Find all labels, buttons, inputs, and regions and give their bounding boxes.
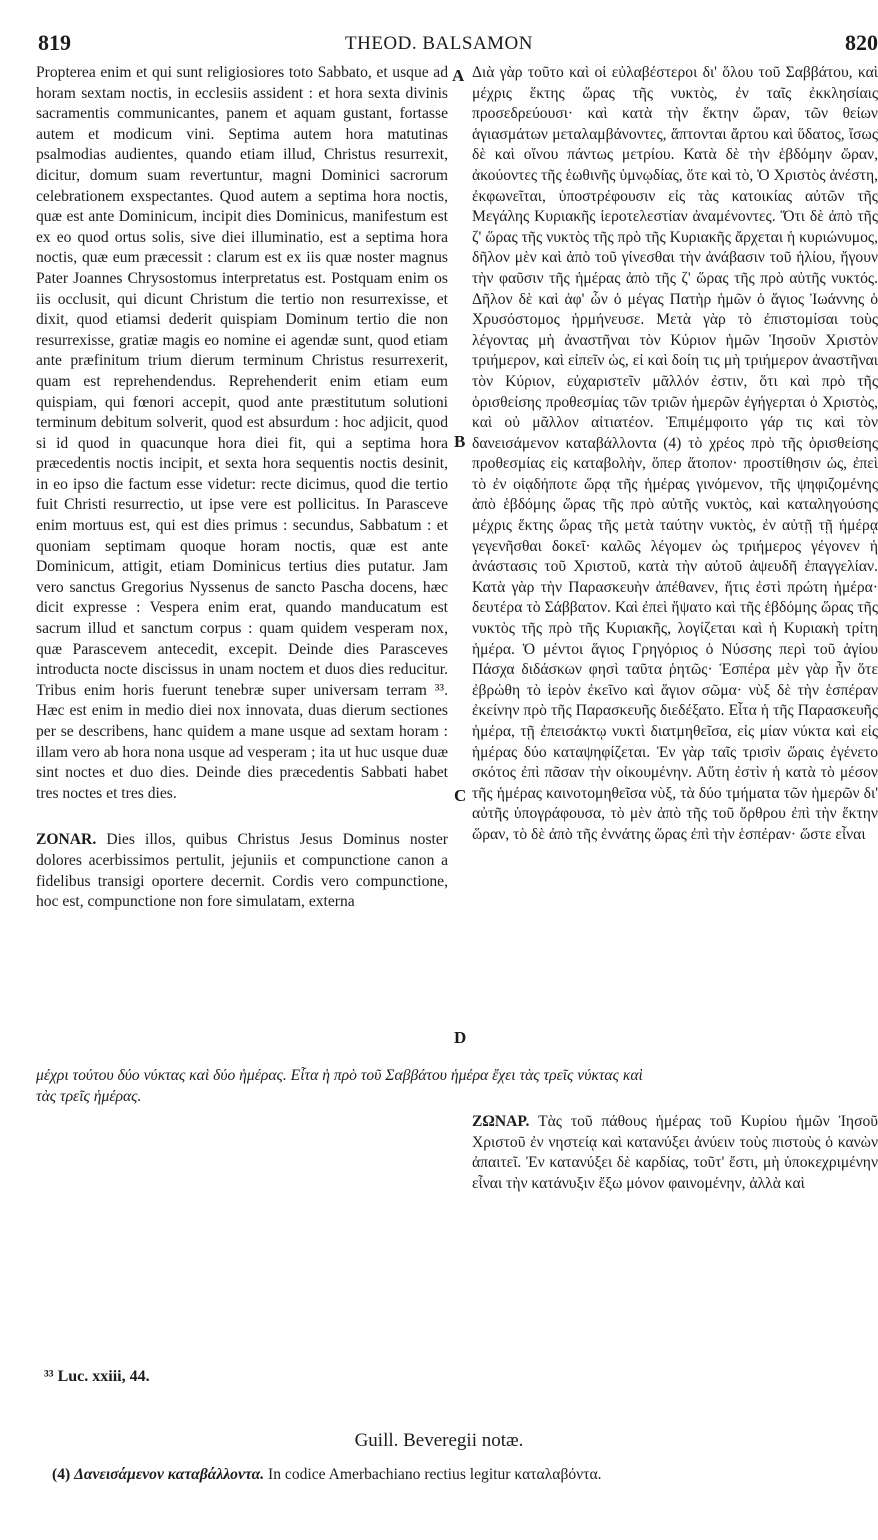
page-header [0, 30, 878, 60]
spanning-line-1: μέχρι τούτου δύο νύκτας καὶ δύο ἡμέρας. Εἶτα ἡ πρὸ τοῦ Σαββάτου ἡμέρα ἔχει τὰς τρεῖς νύκτας καὶ [36, 1067, 643, 1084]
note-number: (4) [52, 1466, 71, 1483]
margin-marker-a: A [452, 66, 465, 85]
notes-title: Guill. Beveregii notæ. [354, 1430, 524, 1451]
note-lemma: Δανεισάμενον καταβάλλοντα. [74, 1466, 265, 1483]
spanning-line-2: τὰς τρεῖς ἡμέρας. [36, 1087, 142, 1105]
greek-paragraph-1: Διὰ γὰρ τοῦτο καὶ οἱ εὐλαβέστεροι δι' ὅλου τοῦ Σαββάτου, καὶ μέχρις ἕκτης ὥρας τῆς νυκτὸς, ἐν ταῖς ἐκκλησίαις προσεδρεύουσι· καὶ κατὰ τὴν ἕκτην ὥραν, τῶν θείων ἁγιασμάτων μεταλαμβάνοντες, ἅπτονται ἄρτου καὶ ὕδατος, ἴσως δὲ καὶ οἴνου πάντως μετρίου. Κατὰ δὲ τὴν ἑβδόμην ὥραν, ἀκούοντες τῆς ἑωθινῆς ὑμνῳδίας, ὅτε καὶ τὸ, Ὁ Χριστὸς ἀνέστη, ἐκφωνεῖται, ὑποστρέφουσιν εἰς τὰς κατοικίας αὐτῶν τῆς Μεγάλης Κυριακῆς ἱεροτελεστίαν ἀναμένοντες. Ὅτι δὲ ἀπὸ τῆς ζ' ὥρας τῆς νυκτὸς τῆς πρὸ τῆς Κυριακῆς ἄρχεται ἡ κυριώνυμος, δῆλον μὲν καὶ ἀπὸ τοῦ γίνεσθαι τὴν ἀνάβασιν τοῦ ἡλίου, ἤγουν τὴν φαῦσιν τῆς ἡμέρας ἀπὸ τῆς ζ' ὥρας τῆς πρὸ αὐτῆς νυκτός. Δῆλον δὲ καὶ ἀφ' ὧν ὁ μέγας Πατὴρ ἡμῶν ὁ ἅγιος Ἰωάννης ὁ Χρυσόστομος ἡρμήνευσε. Μετὰ γὰρ τὸ ἐπιστομίσαι τοὺς λέγοντας μὴ ἀναστῆναι τὸν Κύριον ἡμῶν Ἰησοῦν Χριστὸν τριήμερον, καὶ εἰπεῖν ὡς, εἰ καὶ δοίη τις μὴ τριήμερον ἀναστῆναι τὸν Κύριον, εὐχαριστεῖν μᾶλλόν ἐστιν, ὅτι καὶ πρὸ τῆς ὁρισθείσης προθεσμίας τῶν τριῶν ἡμερῶν ἐγήγερται ὁ Χριστὸς, καὶ οὐ μᾶλλον αἰτιατέον. Ἐπιμέμφοιτο γάρ τις καὶ τὸν δανεισάμενον καταβάλλοντα (4) τὸ χρέος πρὸ τῆς ὁρισθείσης προθεσμίας εἰς καταβολὴν, ὅπερ ἄτοπον· προστίθησιν ὡς, ἐπεὶ τὸ ἐν οἱᾳδήποτε ὥρᾳ τῆς ἡμέρας γινόμενον, τῆς ψηφιζομένης ἀπὸ ἑβδόμης ὥρας τῆς πρὸ αὐτῆς νυκτὸς, καὶ καταληγούσης μέχρις ἕκτης ὥρας τῆς μετὰ ταύτην νυκτὸς, ἐν αὐτῇ τῇ ἡμέρᾳ γεγενῆσθαι δοκεῖ· καλῶς λέγομεν ὡς τριήμερος γέγονεν ἡ ἀνάστασις τοῦ Χριστοῦ, κατὰ τὴν αὐτοῦ ἀψευδῆ ἐπαγγελίαν. Κατὰ γὰρ τὴν Παρασκευὴν ἀπέθανεν, ἥτις ἐστὶ πρώτη ἡμέρα· δευτέρα τὸ Σάββατον. Καὶ ἐπεὶ ἥψατο καὶ τῆς ἑβδόμης ὥρας τῆς νυκτὸς τῆς πρὸ τῆς Κυριακῆς, λογίζεται καὶ ἡ Κυριακὴ τρίτη ἡμέρα. Ὁ μέντοι ἅγιος Γρηγόριος ὁ Νύσσης περὶ τοῦ ἁγίου Πάσχα διδάσκων φησὶ ταῦτα ῥητῶς· Ἑσπέρα μὲν γὰρ ἦν ὅτε ἐβρώθη τὸ ἱερὸν ἐκεῖνο καὶ ἅγιον σῶμα· νὺξ δὲ τὴν ἑσπέραν ἐκείνην πρὸ τῆς Παρασκευῆς διεδέξατο. Εἶτα ἡ τῆς Παρασκευῆς ἡμέρα, τῇ ἐπεισάκτῳ νυκτὶ διατμηθεῖσα, εἰς μίαν νύκτα καὶ εἰς ἡμέρας δύο καταψηφίζεται. Ἐν γὰρ ταῖς τρισὶν ὥραις ἐγένετο σκότος ἐπὶ πᾶσαν τὴν οἰκουμένην. Αὕτη ἐστὶν ἡ κατὰ τὸ μέσον τῆς ἡμέρας καινοτομηθεῖσα νὺξ, τὰ δύο τμήματα τῶν ἡμερῶν δι' αὐτῆς ὑπογράφουσα, τὸ μὲν ἀπὸ τῆς τοῦ ὄρθρου ἐπὶ τὴν ἕκτην ὥραν, τὸ δὲ ἀπὸ τῆς ἐννάτης ὥρας ἐπὶ τὴν ἑσπέραν· ὥστε εἶναι [472, 64, 878, 843]
footnote: ³³ Luc. xxiii, 44. [44, 1368, 150, 1385]
margin-marker-d: D [454, 1028, 467, 1047]
latin-column [36, 63, 448, 913]
margin-marker-b: B [454, 432, 466, 451]
greek-zonaras-text: Τὰς τοῦ πάθους ἡμέρας τοῦ Κυρίου ἡμῶν Ἰησοῦ Χριστοῦ ἐν νηστείᾳ καὶ κατανύξει ἀνύειν τοὺς πιστοὺς ὁ κανὼν ἀπαιτεῖ. Ἐν κατανύξει δὲ καρδίας, τοῦτ' ἔστι, μὴ ὑποκεχριμένην εἶναι τὴν κατάνυξιν ἔξω μόνον φαινομένην, ἀλλὰ καὶ [472, 1113, 878, 1192]
greek-column [472, 63, 878, 846]
page-number-left: 819 [38, 30, 71, 55]
greek-paragraph-zonaras [472, 1112, 878, 1194]
latin-zonaras-text: Dies illos, quibus Christus Jesus Dominus noster dolores acerbissimos pertulit, jejuniis et compunctione canon a fidelibus transigi oportere decernit. Cordis vero compunctione, hoc est, compunctione non fore simulatam, externa [36, 831, 448, 911]
latin-zonaras-label: ZONAR. [36, 831, 97, 849]
greek-zonaras-label: ΖΩΝΑΡ. [472, 1113, 530, 1130]
page-number-right: 820 [845, 30, 878, 55]
note-4 [52, 1466, 872, 1484]
greek-zonaras-column [472, 1112, 878, 1194]
spanning-greek-lines [36, 1066, 878, 1107]
margin-marker-c: C [454, 786, 467, 805]
latin-paragraph-zonaras [36, 830, 448, 912]
note-body: In codice Amerbachiano rectius legitur καταλαβόντα. [268, 1466, 602, 1483]
latin-paragraph-1: Propterea enim et qui sunt religiosiores toto Sabbato, et usque ad horam sextam noctis, in ecclesiis assident : et hora sexta divinis sacramentis communicantes, panem et aquam gustant, fortasse autem et modicum vini. Septima autem hora matutinas psalmodias audientes, quando etiam illud, Christus resurrexit, dicitur, domum suam revertuntur, magni Dominici sacrorum celebrationem exspectantes. Quod autem a septima hora noctis, quæ est ante Dominicum, incipit dies Dominicus, manifestum est ex eo quod ortus solis, sive diei illuminatio, est a septima hora noctis, quæ eum præcessit : clarum est ex iis quæ noster magnus Pater Joannes Chrysostomus interpretatus est. Postquam enim os iis occlusit, qui dicunt Christum die tertio non resurrexisse, et dixit, quod etiamsi dederit quispiam Dominum tertio die non resurrexisse, gratiæ magis eo nomine ei agendæ sunt, quod etiam ante præfinitum trium dierum terminum Christus resurrexerit, quam est reprehendendus. Reprehenderit enim etiam eum quispiam, qui fœnori accepit, quod ante præstitutum solutioni terminum debitum solverit, quod est absurdum : hoc adjicit, quod si id quod in quacunque hora diei fit, qui a septima hora præcedentis noctis incipit, et sexta hora sequentis noctis desinit, in eo ipso die factum esse videtur: recte dicimus, quod die tertio fuit Christi resurrectio, ut ipse vere est pollicitus. In Parasceve enim mortuus est, qui est dies primus : secundus, Sabbatum : et quoniam septimam quoque horam noctis, quæ est ante Dominicum, attigit, etiam Dominicus tertius dies putatur. Jam vero sanctus Gregorius Nyssenus de sancto Pascha docens, hæc dicit expresse : Vespera enim erat, quando manducatum est sacrum illud et sanctum corpus : quam quidem vesperam nox, quæ Parascevem antecedit, excepit. Deinde dies Parasceves introducta nocte discissus in unam noctem et duos dies reducitur. Tribus enim horis fuerunt tenebræ super universam terram ³³. Hæc est enim in medio diei nox innovata, duas dierum sectiones per se describens, hanc quidem a mane usque ad sextam horam : illam vero ab hora nona usque ad vesperam ; ita ut huc usque duæ sint noctes et duo dies. Deinde dies præcedentis Sabbati habet tres noctes et tres dies. [36, 64, 448, 802]
running-title: THEOD. BALSAMON [345, 33, 533, 54]
